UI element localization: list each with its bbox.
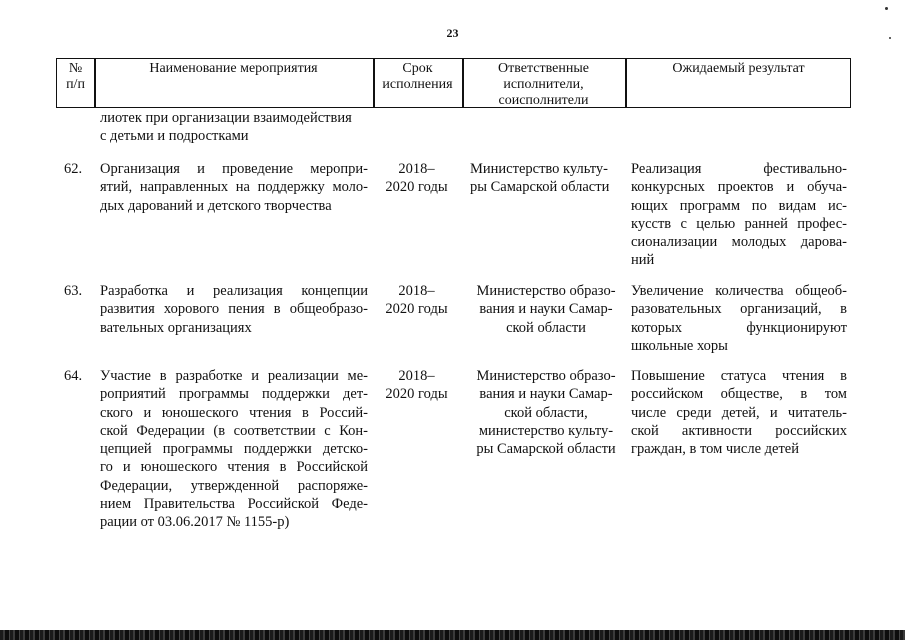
row-number: 63. xyxy=(64,283,83,299)
row-term: 2018– 2020 годы xyxy=(385,368,448,403)
header-responsible: Ответственные исполнители, соисполнители xyxy=(498,61,589,108)
row-number: 62. xyxy=(64,161,83,177)
row-result: Реализация фестивально- конкурсных проектов и обуча- ющих программ по видам ис- кусств с целью ранней профес- сионализации молодых дарова- ний xyxy=(631,161,847,269)
row-responsible: Министерство образо- вания и науки Самар- ской области xyxy=(476,283,616,336)
row-term: 2018– 2020 годы xyxy=(385,161,448,196)
row-name: Организация и проведение меропри- ятий, направленных на поддержку моло- дых дарований и детского творчества xyxy=(100,161,368,214)
row-responsible: Министерство образо- вания и науки Самар- ской области, министерство культу- ры Самарской области xyxy=(476,368,616,458)
row-term: 2018– 2020 годы xyxy=(385,283,448,318)
table-header xyxy=(56,58,851,108)
header-name: Наименование мероприятия xyxy=(149,61,318,76)
header-term: Срок исполнения xyxy=(382,61,453,92)
scan-speck xyxy=(889,37,891,39)
scan-edge-band xyxy=(0,630,905,640)
row-result: Повышение статуса чтения в российском обществе, в том числе среди детей, и читатель- ской активности российских граждан, в том числе детей xyxy=(631,368,847,458)
header-num: № п/п xyxy=(66,61,85,92)
row-result: Увеличение количества общеоб- разовательных организаций, в которых функционируют школьные хоры xyxy=(631,283,847,354)
row-responsible: Министерство культу- ры Самарской области xyxy=(470,161,610,196)
row-name: Разработка и реализация концепции развития хорового пения в общеобразо- вательных организациях xyxy=(100,283,368,336)
row-number: 64. xyxy=(64,368,83,384)
header-result: Ожидаемый результат xyxy=(672,61,805,76)
continuation-text: лиотек при организации взаимодействия с детьми и подростками xyxy=(100,110,352,145)
page-number: 23 xyxy=(446,26,459,40)
row-name: Участие в разработке и реализации ме- роприятий программы поддержки дет- ского и юношеского чтения в Россий- ской Федерации (в соответствии с Кон- цепцией программы поддержки детско- го и юношеского чтения в Российской Федерации, утвержденной распоряже- нием Правительства Российской Феде- рации от 03.06.2017 № 1155-р) xyxy=(100,368,368,531)
scan-speck xyxy=(885,7,888,10)
